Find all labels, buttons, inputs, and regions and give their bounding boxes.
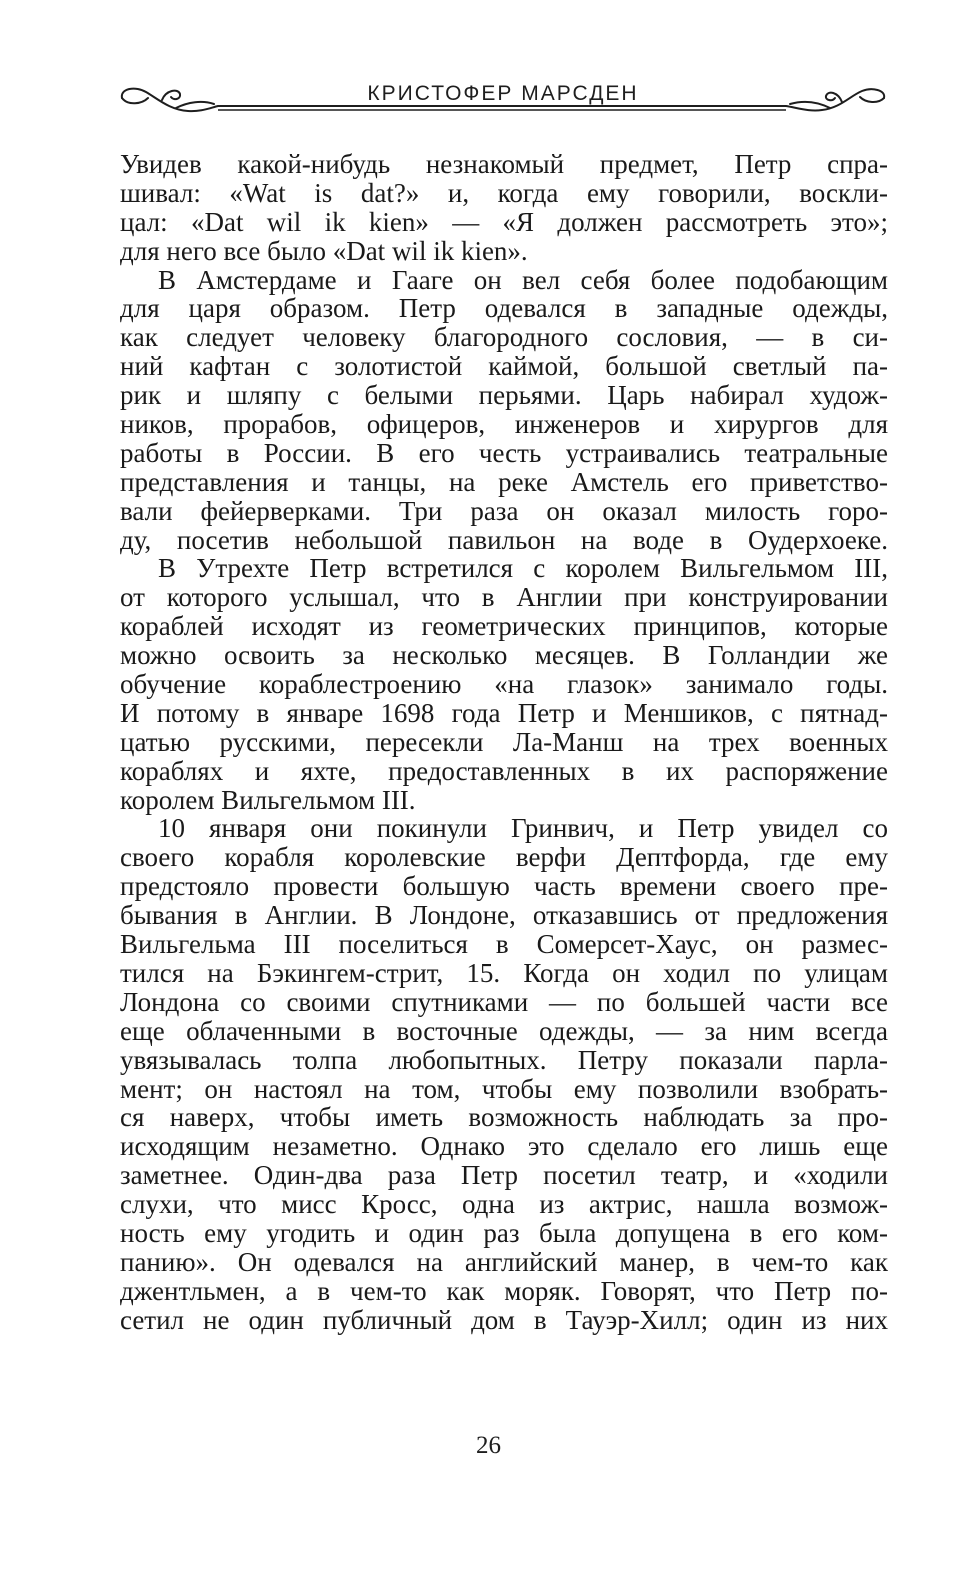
text-line: панию». Он одевался на английский манер, в чем-то как	[120, 1246, 888, 1277]
text-line: В Амстердаме и Гааге он вел себя более подобающим	[158, 264, 888, 295]
text-line: работы в России. В его честь устраивались театральные	[120, 437, 888, 468]
text-line: цатью русскими, пересекли Ла-Манш на трех военных	[120, 726, 888, 757]
text-line: Увидев какой-нибудь незнакомый предмет, Петр спра-	[120, 149, 888, 179]
text-line: шивал: «Wat is dat?» и, когда ему говорили, воскли-	[120, 177, 888, 208]
text-line: ду, посетив небольшой павильон на воде в Оудерхоеке.	[120, 524, 888, 555]
text-line: кораблях и яхте, предоставленных в их распоряжение	[120, 755, 888, 786]
running-header	[118, 78, 888, 128]
text-line: Вильгельма III поселиться в Сомерсет-Хаус, он размес-	[120, 929, 888, 960]
text-line: 10 января они покинули Гринвич, и Петр увидел со	[158, 813, 888, 844]
text-line: вали фейерверками. Три раза он оказал милость горо-	[120, 495, 888, 526]
text-line: предстояло провести большую часть времени своего пре-	[120, 871, 888, 902]
text-line: от которого услышал, что в Англии при конструировании	[120, 582, 888, 613]
text-line: увязывалась толпа любопытных. Петру показали парла-	[120, 1044, 888, 1075]
text-line: королем Вильгельмом III.	[120, 784, 416, 815]
text-line: В Утрехте Петр встретился с королем Вильгельмом III,	[158, 553, 888, 584]
text-line: представления и танцы, на реке Амстель его приветство-	[120, 466, 888, 497]
text-line: ний кафтан с золотистой каймой, большой светлый па-	[120, 351, 888, 382]
text-line: еще облаченными в восточные одежды, — за ним всегда	[120, 1015, 888, 1046]
text-line: И потому в январе 1698 года Петр и Меншиков, с пятнад-	[120, 697, 888, 728]
text-line: можно освоить за несколько месяцев. В Голландии же	[120, 640, 888, 671]
text-line: рик и шляпу с белыми перьями. Царь набирал худож-	[120, 380, 888, 411]
text-line: заметнее. Один-два раза Петр посетил театр, и «ходили	[120, 1160, 888, 1191]
text-line: как следует человеку благородного сословия, — в си-	[120, 322, 888, 353]
text-line: для царя образом. Петр одевался в западные одежды,	[120, 293, 888, 324]
text-line: исходящим незаметно. Однако это сделало его лишь еще	[120, 1131, 888, 1162]
text-line: обучение кораблестроению «на глазок» занимало годы.	[120, 669, 888, 700]
text-line: тился на Бэкингем-стрит, 15. Когда он ходил по улицам	[120, 957, 888, 988]
page-number: 26	[476, 1432, 501, 1459]
text-line: Лондона со своими спутниками — по большей части все	[120, 986, 888, 1017]
text-line: слухи, что мисс Кросс, одна из актрис, нашла возмож-	[120, 1189, 888, 1220]
text-line: цал: «Dat wil ik kien» — «Я должен рассмотреть это»;	[120, 206, 888, 237]
text-line: сетил не один публичный дом в Тауэр-Хилл; один из них	[120, 1304, 888, 1335]
text-line: для него все было «Dat wil ik kien».	[120, 235, 528, 266]
text-line: мент; он настоял на том, чтобы ему позволили взобрать-	[120, 1073, 888, 1104]
text-line: ность ему угодить и один раз была допущена в его ком-	[120, 1217, 888, 1248]
text-line: джентльмен, а в чем-то как моряк. Говорят, что Петр по-	[120, 1275, 888, 1306]
text-line: бывания в Англии. В Лондоне, отказавшись от предложения	[120, 900, 888, 931]
header-title: КРИСТОФЕР МАРСДЕН	[367, 82, 639, 105]
body-text	[120, 150, 888, 1335]
text-line: ников, прорабов, офицеров, инженеров и хирургов для	[120, 409, 888, 440]
text-line: ся наверх, чтобы иметь возможность наблюдать за про-	[120, 1102, 888, 1133]
text-line: кораблей исходят из геометрических принципов, которые	[120, 611, 888, 642]
text-line: своего корабля королевские верфи Дептфорда, где ему	[120, 842, 888, 873]
